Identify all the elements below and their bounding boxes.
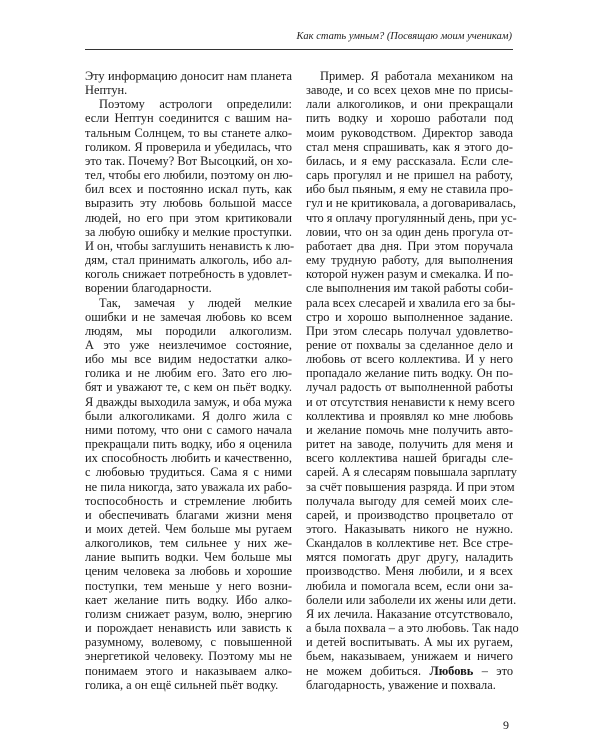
text-line: за любую ошибку и мелкие проступки. [85, 224, 292, 239]
text-line: любовь от всего коллектива. И у него [306, 352, 513, 367]
text-line: ему трудную работу, для выполнения [306, 253, 513, 268]
text-line: сарей. А я слесарям повышала зарплату [306, 465, 517, 480]
text-line: алкоголиков, тем сильнее у них же- [85, 536, 292, 551]
text-line: мятся помогать друг другу, наладить [306, 550, 513, 565]
text-line: благодарность, уважение и похвала. [306, 677, 496, 692]
text-line: болели или заболели их жены или дети. [306, 592, 517, 607]
text-line: стал меня спрашивать, как я этого до- [306, 139, 513, 154]
text-line: их способность любить и качественно, [85, 451, 292, 466]
text-line: дям, стал принимать алкоголь, ибо ал- [85, 253, 292, 268]
text-line: коллектива и проявлял ко мне любовь [306, 408, 513, 423]
text-line [306, 664, 513, 678]
text-line: выразить эту любовь большой массе [85, 196, 292, 211]
paragraph [85, 97, 295, 296]
text-line: стро и хорошо выполненное задание. [306, 309, 513, 324]
text-line: поступки, тем меньше у него возни- [85, 578, 292, 593]
text-line: и порождает ненависть или зависть к [85, 621, 292, 636]
text-line: билась, и я ему рассказала. Если сле- [306, 153, 513, 168]
paragraph [85, 296, 292, 692]
text-line: бьем, наказываем, унижаем и ничего [306, 649, 513, 664]
text-line: ценим человека за любовь и хорошие [85, 564, 292, 579]
text-line: ними потому, что они с самого начала [85, 422, 292, 437]
text-line: и детей воспитывать. А мы их ругаем, [306, 635, 513, 650]
text-line: сле выполнения им такой работы соби- [306, 281, 514, 296]
right-column [306, 69, 519, 692]
text-line: Я дважды выходила замуж, и оба мужа [85, 394, 292, 409]
text-line: тальным Солнцем, то вы станете алко- [85, 125, 292, 140]
text-line: А это уже неизлечимое состояние, [85, 337, 292, 352]
text-line: производство. Меня любили, и я всех [306, 564, 513, 579]
text-segment: – это [473, 663, 514, 678]
text-line: работает два дня. При этом поручала [306, 238, 513, 253]
text-line: понимаем этого и наказываем алко- [85, 663, 292, 678]
text-line: Поэтому астрологи определили: [99, 97, 292, 112]
text-line: с любовью трудиться. Сама я с ними [85, 465, 292, 480]
text-line: энергетикой человеку. Поэтому мы не [85, 649, 292, 664]
text-segment: не можем добиться. [306, 663, 430, 678]
text-line: всего коллектива нашей бригады сле- [306, 451, 513, 466]
text-line: тел, чтобы его любили, поэтому он лю- [85, 168, 293, 183]
text-line: что я оплачу прогулянный день, при ус- [306, 210, 517, 225]
text-line: заводе, и со всех цехов мне по присы- [306, 83, 513, 98]
text-line: пить водку и хорошо работали под [306, 111, 513, 126]
text-line: Скандалов в коллективе нет. Все стре- [306, 536, 513, 551]
text-line: этого. Наказывать никого не нужно. [306, 522, 513, 536]
text-line: разумному, волевому, с повышенной [85, 635, 292, 650]
text-line: бил всех и постоянно искал путь, как [85, 182, 292, 197]
text-line: сарей, и производство процветало от [306, 507, 513, 522]
text-line: кает желание пить водку. Ибо алко- [85, 592, 292, 607]
text-line: И он, чтобы заглушить ненависть к лю- [85, 238, 295, 253]
text-line: голика и не любим его. Зато его лю- [85, 366, 292, 381]
text-line: прекращали пить водку, ибо я оценила [85, 437, 292, 452]
running-header: Как стать умным? (Посвящаю моим ученикам) [296, 31, 512, 42]
text-line: Я их лечила. Наказание отсутствовало, [306, 606, 513, 621]
text-line: тоспособность и стремление любить [85, 493, 292, 508]
text-line: голиком. Я проверила и убедилась, что [85, 139, 292, 154]
text-line: ибо мы все видим недостатки алко- [85, 352, 292, 367]
text-line: которой нужен разум и смекалка. И по- [306, 267, 514, 282]
text-line: а была похвала – а это любовь. Так надо [306, 621, 519, 636]
text-line: людей, но его при этом критиковали [85, 210, 292, 225]
text-line: получала выгоду для семей моих сле- [306, 493, 513, 508]
text-line: При этом слесарь получал удовлетво- [306, 323, 513, 338]
left-column [85, 69, 295, 692]
text-line: ошибки и не замечая любовь ко всем [85, 309, 292, 324]
text-line: голика, а он ещё сильней пьёт водку. [85, 677, 279, 692]
text-line: Нептун. [85, 83, 128, 98]
bold-term: Любовь [429, 663, 474, 678]
text-line: ловии, что он за один день прогула от- [306, 224, 513, 239]
text-line: бят и уважают те, с кем он пьёт водку. [85, 380, 292, 395]
text-line: за счёт повышения разряда. И при этом [306, 479, 515, 494]
text-line: сарь прогулял и не пришел на работу, [306, 168, 513, 183]
text-line: гул и не критиковала, а договаривалась, [306, 196, 516, 211]
text-line: ритет на заводе, получить для меня и [306, 437, 513, 452]
text-line: и обеспечивать благами жизни меня [85, 507, 292, 522]
text-line: Пример. Я работала механиком на [320, 69, 513, 83]
text-line: Так, замечая у людей мелкие [99, 295, 292, 310]
text-line: рение от похвалы за сделанное дело и [306, 337, 513, 352]
text-line: Эту информацию доносит нам планета [85, 69, 292, 83]
text-line: и от отсутствия ненависти к нему всего [306, 394, 515, 409]
text-line: голизм снижает разум, волю, энергию [85, 606, 292, 621]
text-line: были алкоголиками. Я долго жила с [85, 408, 292, 423]
text-line: рала всех слесарей и хвалила его за бы- [306, 295, 516, 310]
text-line: коголь снижает потребность в удовлет- [85, 267, 292, 282]
text-line: людям, мы породили алкоголизм. [85, 323, 292, 338]
text-line: пропадало желание пить водку. Он по- [306, 366, 513, 381]
text-line: если Нептун соединится с вашим на- [85, 111, 292, 126]
text-line: и моих детей. Чем больше мы ругаем [85, 522, 292, 536]
text-line: любила и помогала всем, если они за- [306, 578, 513, 593]
text-line: это так. Почему? Вот Высоцкий, он хо- [85, 153, 293, 168]
header-rule [85, 49, 513, 50]
text-line: и желание помочь мне получить авто- [306, 422, 513, 437]
paragraph [85, 69, 292, 97]
paragraph [306, 69, 519, 692]
text-line: ибо был пьяным, я ему не ставила про- [306, 182, 513, 197]
text-line: лали алкоголиков, и они прекращали [306, 97, 513, 112]
text-line: ворении благодарности. [85, 281, 212, 296]
text-line: не пила никогда, зато уважала их рабо- [85, 479, 292, 494]
text-line: лание выпить водки. Чем больше мы [85, 550, 292, 565]
text-line: лучал радость от выполненной работы [306, 380, 513, 395]
text-line: моим руководством. Директор завода [306, 125, 513, 140]
page-number: 9 [503, 718, 509, 732]
